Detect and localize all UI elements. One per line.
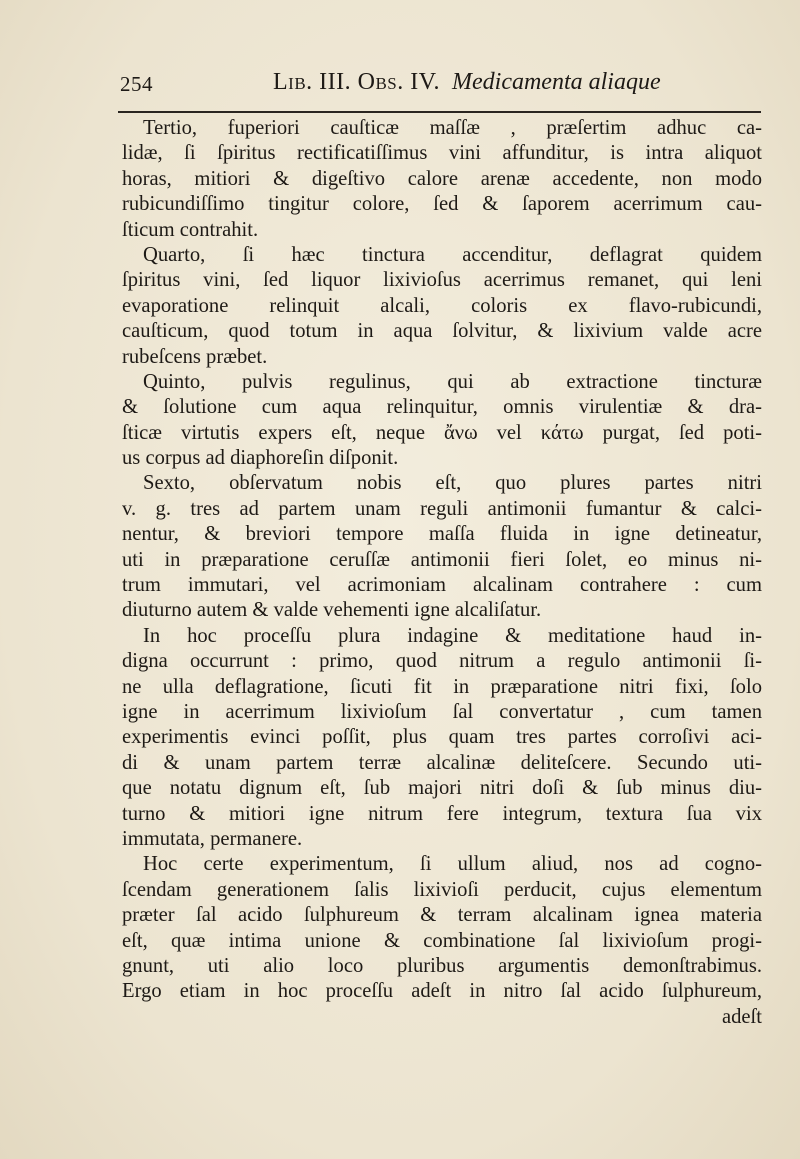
paragraph <box>122 370 762 472</box>
running-head-title: Medicamenta aliaque <box>452 69 661 95</box>
running-head <box>273 69 661 96</box>
text-line: præter ſal acido ſulphureum & terram alcalinam ignea materia <box>122 904 762 927</box>
text-line: ſticæ virtutis expers eſt, neque ἄνω vel κάτω purgat, ſed poti- <box>122 421 762 444</box>
text-line: digna occurrunt : primo, quod nitrum a regulo antimonii ſi- <box>122 650 762 673</box>
text-line: trum immutari, vel acrimoniam alcalinam contrahere : cum <box>122 574 762 597</box>
text-line: & ſolutione cum aqua relinquitur, omnis virulentiæ & dra- <box>122 396 762 419</box>
paragraph <box>122 852 762 1004</box>
text-line: lidæ, ſi ſpiritus rectificatiſſimus vini affunditur, is intra aliquot <box>122 142 762 165</box>
paragraph <box>122 471 762 623</box>
header-rule <box>118 111 761 113</box>
text-line: experimentis evinci poſſit, plus quam tres partes corroſivi aci- <box>122 726 762 749</box>
text-line: Ergo etiam in hoc proceſſu adeſt in nitro ſal acido ſulphureum, <box>122 980 762 1003</box>
text-line: ſcendam generationem ſalis lixivioſi perducit, cujus elementum <box>122 878 762 901</box>
text-line: rubicundiſſimo tingitur colore, ſed & ſaporem acerrimum cau- <box>122 193 762 216</box>
paragraph <box>122 116 762 243</box>
running-head-book: Lib. III. Obs. IV. <box>273 69 440 95</box>
text-line: rubeſcens præbet. <box>122 345 268 368</box>
text-line: evaporatione relinquit alcali, coloris ex flavo-rubicundi, <box>122 294 762 317</box>
body-text <box>122 116 762 1030</box>
text-line: cauſticum, quod totum in aqua ſolvitur, & lixivium valde acre <box>122 320 762 343</box>
text-line: Tertio, fuperiori cauſticæ maſſæ , præſertim adhuc ca- <box>143 117 762 139</box>
text-line: us corpus ad diaphoreſin diſponit. <box>122 447 399 470</box>
text-line: Sexto, obſervatum nobis eſt, quo plures partes nitri <box>143 472 762 495</box>
text-line: diuturno autem & valde vehementi igne alcaliſatur. <box>122 599 542 622</box>
text-line: horas, mitiori & digeſtivo calore arenæ accedente, non modo <box>122 167 762 190</box>
text-line: igne in acerrimum lixivioſum ſal convertatur , cum tamen <box>122 700 762 723</box>
text-line: v. g. tres ad partem unam reguli antimonii fumantur & calci- <box>122 497 762 520</box>
text-line: ſpiritus vini, ſed liquor lixivioſus acerrimus remanet, qui leni <box>122 269 762 292</box>
text-line: Quinto, pulvis regulinus, qui ab extractione tincturæ <box>143 370 762 393</box>
text-line: eſt, quæ intima unione & combinatione ſal lixivioſum progi- <box>122 929 762 952</box>
text-line: In hoc proceſſu plura indagine & meditatione haud in- <box>143 624 762 647</box>
text-line: ſticum contrahit. <box>122 218 259 241</box>
text-line: Quarto, ſi hæc tinctura accenditur, deflagrat quidem <box>143 243 762 266</box>
text-line: gnunt, uti alio loco pluribus argumentis demonſtrabimus. <box>122 954 762 977</box>
paragraph <box>122 243 762 370</box>
text-line: Hoc certe experimentum, ſi ullum aliud, nos ad cogno- <box>143 853 762 876</box>
text-line: ne ulla deflagratione, ſicuti fit in præparatione nitri fixi, ſolo <box>122 675 762 698</box>
text-line: di & unam partem terræ alcalinæ deliteſcere. Secundo uti- <box>122 751 762 774</box>
text-line: que notatu dignum eſt, ſub majori nitri doſi & ſub minus diu- <box>122 777 762 800</box>
text-line: nentur, & breviori tempore maſſa fluida in igne detineatur, <box>122 523 762 546</box>
catchword: adeſt <box>721 1005 762 1028</box>
paragraph <box>122 624 762 853</box>
page-number: 254 <box>120 72 153 96</box>
text-line: uti in præparatione ceruſſæ antimonii fieri ſolet, eo minus ni- <box>122 548 762 571</box>
text-line: immutata, permanere. <box>122 827 303 850</box>
text-line: turno & mitiori igne nitrum fere integrum, textura ſua vix <box>122 802 762 825</box>
page-header <box>120 62 760 102</box>
